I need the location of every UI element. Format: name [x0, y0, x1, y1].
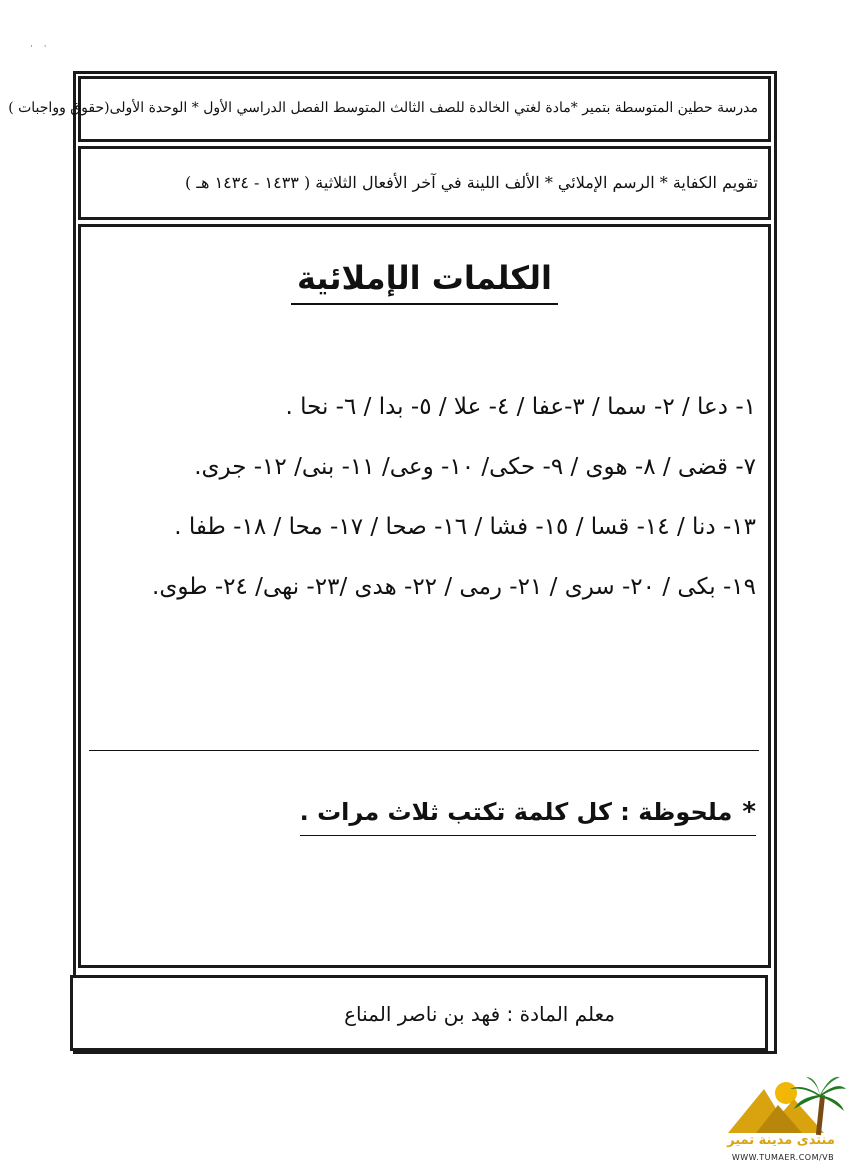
logo-caption: منتدى مدينة تمير	[727, 1133, 835, 1148]
topic-line: تقويم الكفاية * الرسم الإملائي * الألف اللينة في آخر الأفعال الثلاثية ( ١٤٣٣ - ١٤٣٤ هـ )	[185, 173, 758, 192]
word-line-3: ١٣- دنا / ١٤- قسا / ١٥- فشا / ١٦- صحا / ١٧- محا / ١٨- طفا .	[174, 514, 756, 540]
palm-mountain-icon	[720, 1075, 848, 1137]
divider-line	[89, 750, 759, 751]
word-list	[101, 387, 756, 627]
page-title	[81, 259, 768, 305]
main-box	[78, 224, 771, 968]
topic-box	[78, 146, 771, 220]
forum-logo	[720, 1075, 848, 1167]
note-text: ملحوظة : كل كلمة تكتب ثلاث مرات .	[299, 798, 733, 826]
school-header-line: مدرسة حطين المتوسطة بتمير *مادة لغتي الخالدة للصف الثالث المتوسط الفصل الدراسي الأول * الوحدة الأولى(حقوق وواجبات )	[8, 100, 758, 116]
header-box	[8, 76, 771, 142]
scan-mark: · ·	[30, 42, 51, 52]
logo-url: WWW.TUMAER.COM/VB	[731, 1153, 835, 1162]
word-line-1: ١- دعا / ٢- سما / ٣-عفا / ٤- علا / ٥- بدا / ٦- نحا .	[285, 394, 756, 420]
footer-box	[70, 975, 768, 1051]
page-title-text: الكلمات الإملائية	[291, 259, 558, 305]
word-line-2: ٧- قضى / ٨- هوى / ٩- حكى/ ١٠- وعى/ ١١- بنى/ ١٢- جرى.	[194, 454, 756, 480]
teacher-name: معلم المادة : فهد بن ناصر المناع	[344, 1002, 615, 1026]
word-line-4: ١٩- بكى / ٢٠- سرى / ٢١- رمى / ٢٢- هدى /٢٣- نهى/ ٢٤- طوى.	[152, 574, 756, 600]
note-asterisk: *	[742, 797, 756, 827]
note	[300, 797, 756, 836]
